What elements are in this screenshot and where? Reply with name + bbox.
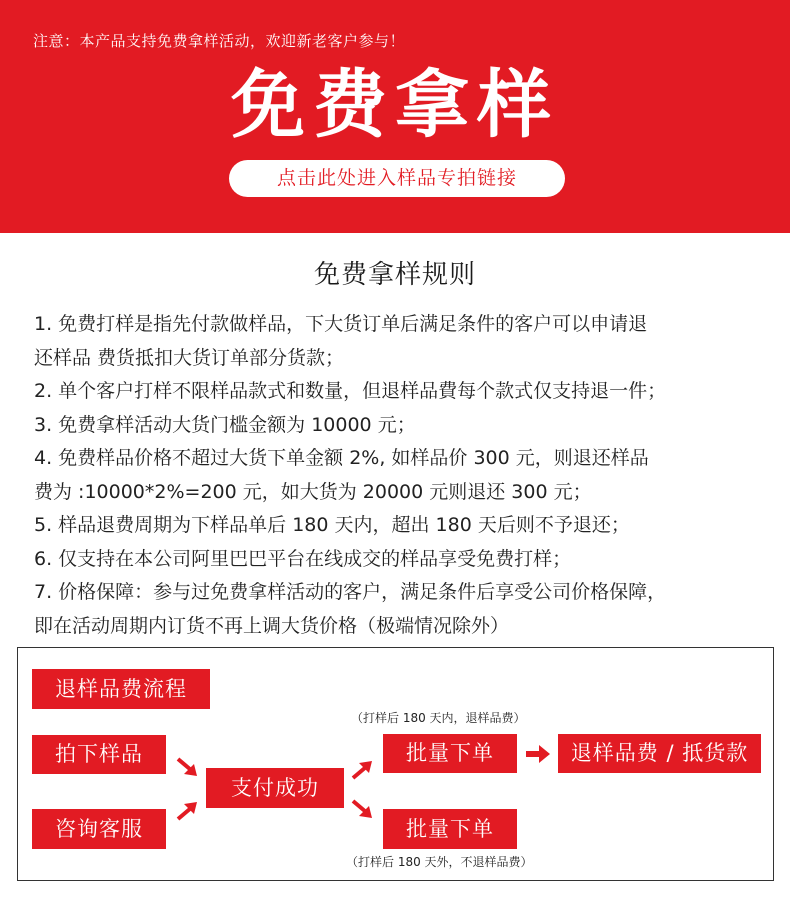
flow-title: 退样品费流程 (32, 669, 210, 709)
rule-line: 即在活动周期内订货不再上调大货价格（极端情况除外） (34, 614, 510, 637)
step-refund-or-deduct: 退样品费 / 抵货款 (558, 734, 761, 773)
rule-line: 1. 免费打样是指先付款做样品，下大货订单后满足条件的客户可以申请退 (34, 313, 648, 335)
note-within-180-days: （打样后 180 天内，退样品费） (351, 711, 526, 725)
rule-line: 5. 样品退费周期为下样品单后 180 天内，超出 180 天后则不予退还； (34, 514, 630, 536)
rules-title: 免费拿样规则 (313, 260, 476, 290)
rule-line: 4. 免费样品价格不超过大货下单金额 2%, 如样品价 300 元，则退还样品 (34, 447, 649, 469)
arrow-down-right-icon (176, 757, 200, 779)
rule-line: 3. 免费拿样活动大货门槛金额为 10000 元； (34, 413, 416, 436)
arrow-down-right-icon (351, 799, 375, 821)
arrow-up-right-icon (176, 799, 200, 821)
sample-link-button[interactable]: 点击此处进入样品专拍链接 (229, 160, 565, 197)
rules-list (34, 308, 774, 643)
rule-line: 还样品 费货抵扣大货订单部分货款； (34, 346, 345, 369)
banner-title: 免费拿样 (231, 62, 559, 148)
note-beyond-180-days: （打样后 180 天外，不退样品费） (346, 855, 533, 869)
notice-text: 注意：本产品支持免费拿样活动，欢迎新老客户参与！ (33, 32, 406, 50)
rule-line: 费为 :10000*2%=200 元，如大货为 20000 元则退还 300 元； (34, 480, 592, 503)
rule-line: 7. 价格保障：参与过免费拿样活动的客户，满足条件后享受公司价格保障， (34, 581, 667, 603)
promo-banner (0, 0, 790, 233)
step-take-sample: 拍下样品 (32, 735, 166, 774)
arrow-right-icon (525, 744, 551, 764)
step-consult-service: 咨询客服 (32, 809, 166, 849)
step-payment-success: 支付成功 (206, 768, 344, 808)
step-bulk-order-top: 批量下单 (383, 734, 517, 773)
rule-line: 6. 仅支持在本公司阿里巴巴平台在线成交的样品享受免费打样； (34, 547, 572, 570)
arrow-up-right-icon (351, 758, 375, 780)
rule-line: 2. 单个客户打样不限样品款式和数量，但退样品費每个款式仅支持退一件； (34, 380, 667, 402)
step-bulk-order-bottom: 批量下单 (383, 809, 517, 849)
